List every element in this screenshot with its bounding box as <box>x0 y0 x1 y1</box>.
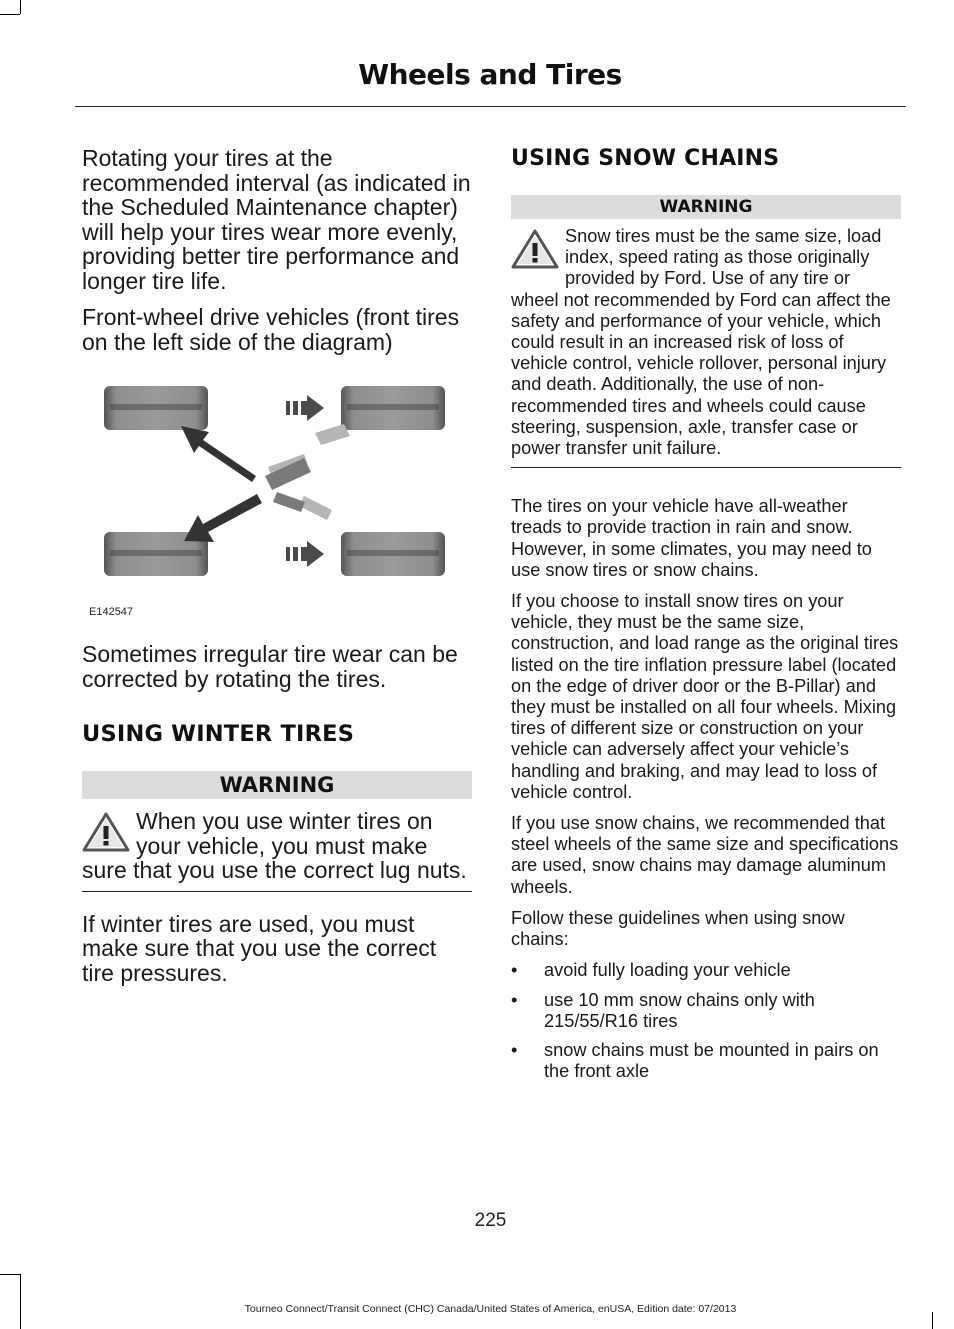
crop-mark <box>20 0 21 14</box>
page-number: 225 <box>474 1210 507 1231</box>
crop-mark <box>0 1274 20 1275</box>
footer-text: Tourneo Connect/Transit Connect (CHC) Canada/United States of America, enUSA, Edition date: 07/2013 <box>244 1303 737 1315</box>
irregular-wear-paragraph: Sometimes irregular tire wear can be corrected by rotating the tires. <box>82 641 458 692</box>
list-item-text: use 10 mm snow chains only with 215/55/R16 tires <box>544 989 815 1031</box>
winter-warning-block <box>82 809 472 892</box>
snow-warning-text: Snow tires must be the same size, load index, speed rating as those originally provided by Ford. Use of any tire or wheel not recommended by Ford can affect the safety and performance of your vehicle, which could result in an increased risk of loss of vehicle control, vehicle rollover, personal injury and death. Additionally, the use of non-recommended tires and wheels could cause steering, suspension, axle, transfer case or power transfer unit failure. <box>511 226 891 459</box>
snow-chains-heading: USING SNOW CHAINS <box>511 146 780 171</box>
list-item-text: avoid fully loading your vehicle <box>544 960 791 981</box>
crop-mark <box>0 14 20 15</box>
list-item <box>511 960 901 981</box>
bullet-icon: • <box>511 1039 518 1060</box>
list-item <box>511 990 901 1032</box>
guidelines-intro: Follow these guidelines when using snow chains: <box>511 907 845 950</box>
snow-warning-bar <box>511 195 901 219</box>
bullet-icon: • <box>511 960 518 981</box>
crop-mark <box>20 1274 21 1329</box>
figure-id: E142547 <box>89 606 134 618</box>
warning-triangle-icon <box>82 811 130 853</box>
snow-chains-paragraph: If you use snow chains, we recommended that steel wheels of the same size and specifications are used, snow chains may damage aluminum wheels. <box>511 813 899 897</box>
list-item-text: snow chains must be mounted in pairs on the front axle <box>544 1039 879 1082</box>
page-title: Wheels and Tires <box>358 58 622 91</box>
winter-warning-bar <box>82 771 472 799</box>
snow-tires-paragraph: If you choose to install snow tires on your vehicle, they must be the same size, construction, and load range as the original tires listed on the tire inflation pressure label (located on the edge of driver door or the B-Pillar) and they must be installed on all four wheels. Mixing tires of different size or construction on your vehicle can adversely affect your vehicle’s handling and braking, and may lead to loss of vehicle control. <box>511 591 899 802</box>
bullet-icon: • <box>511 989 518 1010</box>
rotation-arrows-icon <box>82 384 452 622</box>
warning-label: WARNING <box>219 773 335 797</box>
snow-warning-block <box>511 226 901 468</box>
warning-triangle-icon <box>511 228 559 270</box>
winter-pressure-paragraph: If winter tires are used, you must make sure that you use the correct tire pressures. <box>82 910 437 986</box>
tire-rotation-diagram <box>82 384 452 622</box>
winter-warning-text: When you use winter tires on your vehicle, you must make sure that you use the correct lug nuts. <box>82 808 467 883</box>
left-column <box>82 146 472 997</box>
warning-label: WARNING <box>659 197 753 217</box>
list-item <box>511 1040 901 1082</box>
guidelines-list <box>511 960 901 1082</box>
header-divider <box>75 106 906 107</box>
winter-tires-heading: USING WINTER TIRES <box>82 721 355 747</box>
all-weather-paragraph: The tires on your vehicle have all-weather treads to provide traction in rain and snow. However, in some climates, you may need to use snow tires or snow chains. <box>511 496 872 580</box>
rotation-paragraph: Rotating your tires at the recommended interval (as indicated in the Scheduled Maintenance chapter) will help your tires wear more evenly, providing better tire performance and longer tire life. <box>82 145 471 294</box>
right-column <box>511 146 901 1090</box>
fwd-paragraph: Front-wheel drive vehicles (front tires on the left side of the diagram) <box>82 304 460 355</box>
